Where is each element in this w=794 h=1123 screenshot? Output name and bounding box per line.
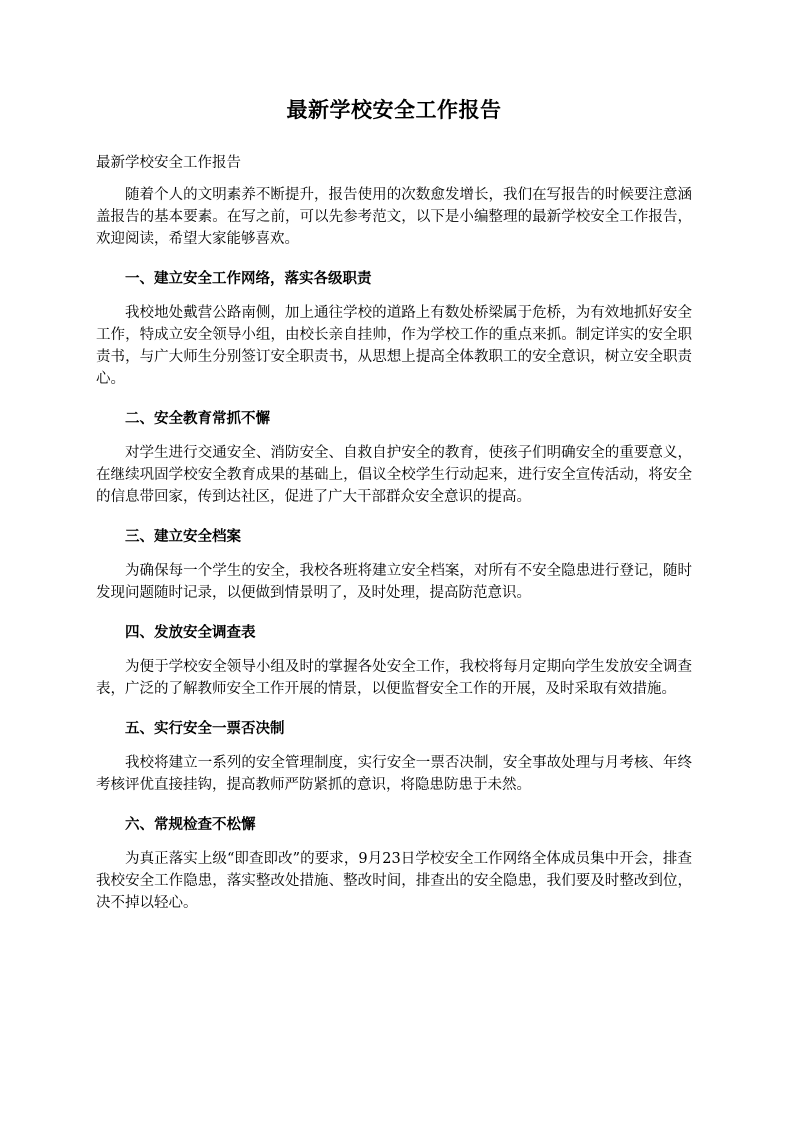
section-6: [96, 814, 692, 914]
section-4: [96, 622, 692, 700]
document-title: 最新学校安全工作报告: [286, 97, 502, 122]
document-subtitle: 最新学校安全工作报告: [96, 155, 241, 171]
section-heading: 一、建立安全工作网络，落实各级职责: [125, 270, 372, 287]
section-body: 为确保每一个学生的安全，我校各班将建立安全档案，对所有不安全隐患进行登记，随时发现问题随时记录，以便做到情景明了，及时处理，提高防范意识。: [96, 563, 692, 601]
section-1: [96, 268, 692, 390]
intro-paragraph: 随着个人的文明素养不断提升，报告使用的次数愈发增长，我们在写报告的时候要注意涵盖报告的基本要素。在写之前，可以先参考范文，以下是小编整理的最新学校安全工作报告，欢迎阅读，希望大家能够喜欢。: [96, 187, 692, 247]
section-2: [96, 408, 692, 508]
document-content: [96, 94, 692, 932]
section-body: 为真正落实上级“即查即改”的要求，9月23日学校安全工作网络全体成员集中开会，排查我校安全工作隐患，落实整改处措施、整改时间，排查出的安全隐患，我们要及时整改到位，决不掉以轻心。: [96, 851, 692, 911]
section-5: [96, 718, 692, 796]
section-heading: 二、安全教育常抓不懈: [125, 410, 270, 427]
section-heading: 五、实行安全一票否决制: [125, 720, 285, 737]
section-body: 我校地处戴营公路南侧，加上通往学校的道路上有数处桥梁属于危桥，为有效地抓好安全工作，特成立安全领导小组，由校长亲自挂帅，作为学校工作的重点来抓。制定详实的安全职责书，与广大师生分别签订安全职责书，从思想上提高全体教职工的安全意识，树立安全职责心。: [96, 305, 692, 387]
section-body: 我校将建立一系列的安全管理制度，实行安全一票否决制，安全事故处理与月考核、年终考核评优直接挂钩，提高教师严防紧抓的意识，将隐患防患于未然。: [96, 755, 692, 793]
section-body: 为便于学校安全领导小组及时的掌握各处安全工作，我校将每月定期向学生发放安全调查表，广泛的了解教师安全工作开展的情景，以便监督安全工作的开展，及时采取有效措施。: [96, 659, 692, 697]
section-heading: 三、建立安全档案: [125, 528, 241, 545]
section-3: [96, 526, 692, 604]
section-heading: 六、常规检查不松懈: [125, 816, 256, 833]
section-body: 对学生进行交通安全、消防安全、自救自护安全的教育，使孩子们明确安全的重要意义，在继续巩固学校安全教育成果的基础上，倡议全校学生行动起来，进行安全宣传活动，将安全的信息带回家，传到达社区，促进了广大干部群众安全意识的提高。: [96, 445, 692, 505]
section-heading: 四、发放安全调查表: [125, 624, 256, 641]
